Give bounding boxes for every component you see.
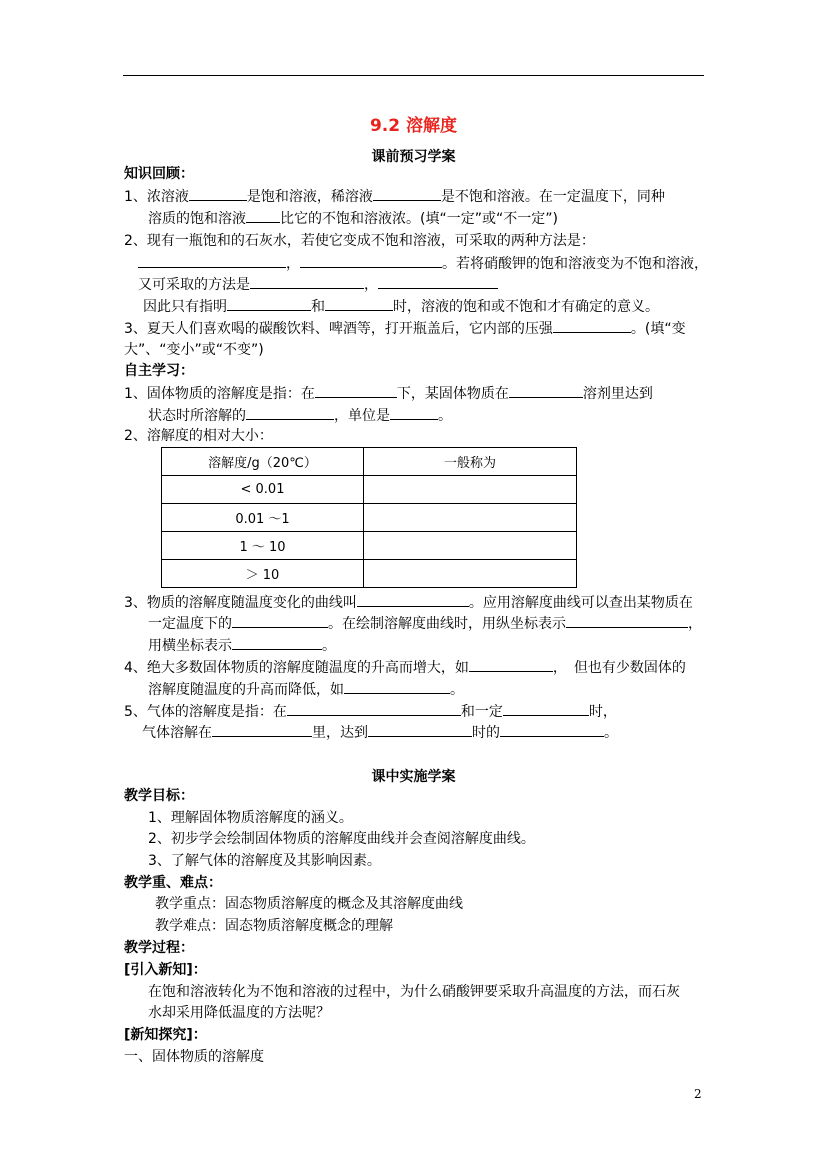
review-q2-line1: 2、现有一瓶饱和的石灰水，若使它变成不饱和溶液，可采取的两种方法是： bbox=[124, 233, 595, 249]
table-row bbox=[162, 560, 577, 588]
table-cell-term bbox=[364, 504, 577, 532]
review-q2-line4: 因此只有指明 和 时，溶液的饱和或不饱和才有确定的意义。 bbox=[143, 296, 659, 317]
table-header-term: 一般称为 bbox=[364, 448, 577, 476]
self-study-3-line3: 用横坐标表示 。 bbox=[148, 635, 336, 656]
review-q1-line1: 1、浓溶液 是饱和溶液，稀溶液 是不饱和溶液。在一定温度下，同种 bbox=[124, 186, 665, 207]
blank bbox=[469, 657, 553, 672]
table-cell-term bbox=[364, 560, 577, 588]
solubility-table bbox=[161, 447, 577, 588]
intro-paragraph-line1: 在饱和溶液转化为不饱和溶液的过程中，为什么硝酸钾要采取升高温度的方法，而石灰 bbox=[148, 984, 680, 1000]
blank bbox=[325, 296, 393, 311]
blank bbox=[138, 253, 286, 268]
table-cell-range: 1 ～ 10 bbox=[162, 532, 364, 560]
blank bbox=[390, 405, 438, 420]
self-study-1-line2: 状态时所溶解的 ，单位是 。 bbox=[148, 405, 452, 426]
goal-item: 1、理解固体物质溶解度的涵义。 bbox=[148, 810, 353, 826]
self-study-heading: 自主学习： bbox=[124, 363, 194, 379]
self-study-2: 2、溶解度的相对大小： bbox=[124, 428, 273, 444]
blank bbox=[378, 274, 498, 289]
blank bbox=[189, 186, 247, 201]
self-study-4-line2: 溶解度随温度的升高而降低，如 。 bbox=[148, 679, 464, 700]
table-cell-range: < 0.01 bbox=[162, 476, 364, 504]
goals-heading: 教学目标： bbox=[124, 788, 194, 804]
intro-paragraph-line2: 水却采用降低温度的方法呢？ bbox=[148, 1005, 330, 1021]
table-row bbox=[162, 504, 577, 532]
review-q1-line2: 溶质的饱和溶液 比它的不饱和溶液浓。(填“一定”或“不一定”) bbox=[148, 208, 558, 229]
table-header-solubility: 溶解度/g（20℃） bbox=[162, 448, 364, 476]
table-cell-range: 0.01 ～1 bbox=[162, 504, 364, 532]
page-number: 2 bbox=[694, 1087, 702, 1101]
blank bbox=[500, 722, 604, 737]
blank bbox=[566, 613, 688, 628]
in-class-section-title: 课中实施学案 bbox=[371, 769, 456, 785]
self-study-5-line1: 5、气体的溶解度是指：在 和一定 时， bbox=[124, 701, 617, 722]
blank bbox=[287, 701, 461, 716]
blank bbox=[246, 405, 334, 420]
blank bbox=[212, 722, 312, 737]
blank bbox=[357, 592, 469, 607]
key-points-heading: 教学重、难点： bbox=[124, 875, 222, 891]
review-heading: 知识回顾： bbox=[124, 166, 194, 182]
table-cell-term bbox=[364, 532, 577, 560]
table-header-row bbox=[162, 448, 577, 476]
table-row bbox=[162, 476, 577, 504]
review-q2-line2: ， 。若将硝酸钾的饱和溶液变为不饱和溶液， bbox=[138, 253, 708, 274]
process-heading: 教学过程： bbox=[124, 940, 194, 956]
blank bbox=[344, 679, 450, 694]
blank bbox=[553, 318, 631, 333]
self-study-1-line1: 1、固体物质的溶解度是指：在 下，某固体物质在 溶剂里达到 bbox=[124, 383, 653, 404]
pre-section-title: 课前预习学案 bbox=[371, 149, 456, 165]
blank bbox=[246, 208, 280, 223]
explore-item: 一、固体物质的溶解度 bbox=[124, 1049, 264, 1065]
goal-item: 3、了解气体的溶解度及其影响因素。 bbox=[148, 853, 381, 869]
blank bbox=[373, 186, 441, 201]
review-q2-line3: 又可采取的方法是 ， bbox=[138, 274, 498, 295]
goal-item: 2、初步学会绘制固体物质的溶解度曲线并会查阅溶解度曲线。 bbox=[148, 831, 535, 847]
blank bbox=[300, 253, 442, 268]
review-q3-line2: 大”、“变小”或“不变”) bbox=[124, 342, 264, 358]
blank bbox=[232, 613, 328, 628]
blank bbox=[250, 274, 364, 289]
self-study-5-line2: 气体溶解在 里，达到 时的 。 bbox=[142, 722, 618, 743]
self-study-3-line1: 3、物质的溶解度随温度变化的曲线叫 。应用溶解度曲线可以查出某物质在 bbox=[124, 592, 693, 613]
blank bbox=[368, 722, 472, 737]
self-study-3-line2: 一定温度下的 。在绘制溶解度曲线时，用纵坐标表示 ， bbox=[148, 613, 702, 634]
table-cell-term bbox=[364, 476, 577, 504]
table-cell-range: ＞ 10 bbox=[162, 560, 364, 588]
intro-heading: [引入新知]： bbox=[124, 962, 207, 978]
review-q3-line1: 3、夏天人们喜欢喝的碳酸饮料、啤酒等，打开瓶盖后，它内部的压强 。(填“变 bbox=[124, 318, 686, 339]
self-study-4-line1: 4、绝大多数固体物质的溶解度随温度的升高而增大，如 ， 但也有少数固体的 bbox=[124, 657, 686, 678]
blank bbox=[227, 296, 311, 311]
blank bbox=[509, 383, 583, 398]
header-rule bbox=[123, 75, 704, 76]
blank bbox=[315, 383, 397, 398]
blank bbox=[232, 635, 322, 650]
blank bbox=[503, 701, 589, 716]
table-row bbox=[162, 532, 577, 560]
page-title: 9.2 溶解度 bbox=[369, 116, 458, 136]
key-point-item: 教学难点：固态物质溶解度概念的理解 bbox=[155, 918, 393, 934]
key-point-item: 教学重点：固态物质溶解度的概念及其溶解度曲线 bbox=[155, 896, 463, 912]
explore-heading: [新知探究]： bbox=[124, 1027, 207, 1043]
